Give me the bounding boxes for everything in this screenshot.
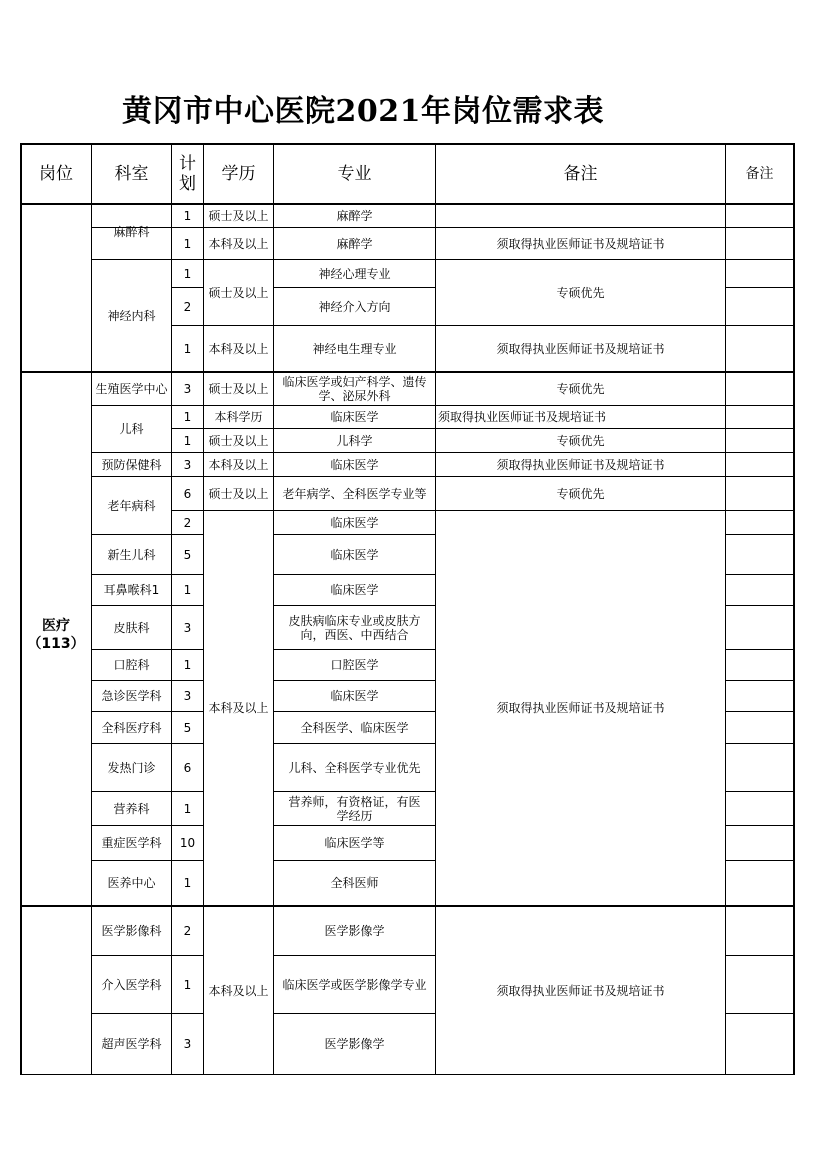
dept-cell: 儿科 <box>119 422 144 436</box>
plan-cell: 1 <box>183 341 192 356</box>
plan-cell: 1 <box>183 410 192 424</box>
major-cell: 神经电生理专业 <box>312 341 397 356</box>
plan-cell: 3 <box>183 1037 192 1051</box>
plan-cell: 3 <box>183 457 192 472</box>
dept-cell: 急诊医学科 <box>101 689 162 703</box>
major-cell: 全科医师 <box>330 876 379 890</box>
major-cell: 神经介入方向 <box>318 299 391 314</box>
dept-cell: 神经内科 <box>107 308 156 323</box>
major-cell: 医学影像学 <box>324 1037 385 1051</box>
education-cell: 本科学历 <box>214 410 263 424</box>
remark-cell: 须取得执业医师证书及规培证书 <box>438 410 607 424</box>
major-cell: 临床医学 <box>330 689 379 703</box>
row-line <box>725 825 794 826</box>
major-cell: 临床医学或妇产科学、遗传学、泌尿外科 <box>282 375 427 403</box>
plan-cell: 2 <box>183 299 192 314</box>
row-line <box>725 680 794 681</box>
major-cell: 儿科、全科医学专业优先 <box>288 760 421 775</box>
dept-cell: 新生儿科 <box>107 547 156 562</box>
major-cell: 临床医学 <box>330 457 379 472</box>
header-plan: 计 划 <box>179 154 196 194</box>
remark-cell: 须取得执业医师证书及规培证书 <box>496 341 665 356</box>
major-cell: 全科医学、临床医学 <box>300 720 409 735</box>
header-dept: 科室 <box>114 164 149 184</box>
plan-cell: 1 <box>183 266 192 281</box>
plan-cell: 1 <box>183 208 192 223</box>
header-remark-2: 备注 <box>745 166 774 182</box>
plan-cell: 1 <box>183 977 192 992</box>
education-cell: 硕士及以上 <box>208 208 269 223</box>
major-cell: 老年病学、全科医学专业等 <box>282 486 427 501</box>
education-cell: 本科及以上 <box>208 701 269 715</box>
plan-cell: 3 <box>183 620 192 635</box>
dept-cell: 老年病科 <box>107 498 156 513</box>
dept-cell: 生殖医学中心 <box>95 382 168 396</box>
major-cell: 口腔医学 <box>330 658 379 672</box>
row-line <box>725 605 794 606</box>
row-line <box>725 287 794 288</box>
row-line <box>725 574 794 575</box>
dept-cell: 发热门诊 <box>107 760 156 775</box>
plan-cell: 6 <box>183 486 192 501</box>
major-cell: 麻醉学 <box>336 208 373 223</box>
major-cell: 营养师，有资格证，有医学经历 <box>288 794 421 823</box>
dept-cell: 重症医学科 <box>101 836 162 850</box>
education-cell: 本科及以上 <box>208 983 269 998</box>
row-line <box>725 955 794 956</box>
remark-cell: 专硕优先 <box>556 285 605 300</box>
row-line <box>725 860 794 861</box>
plan-cell: 5 <box>183 547 192 562</box>
dept-cell: 皮肤科 <box>113 620 150 635</box>
row-line <box>725 1013 794 1014</box>
plan-cell: 3 <box>183 382 192 396</box>
col-line <box>725 143 726 1075</box>
remark-cell: 须取得执业医师证书及规培证书 <box>496 701 665 715</box>
education-cell: 硕士及以上 <box>208 382 269 396</box>
dept-cell: 口腔科 <box>113 658 150 672</box>
dept-cell: 介入医学科 <box>101 977 162 992</box>
header-major: 专业 <box>337 164 372 184</box>
major-cell: 临床医学或医学影像学专业 <box>282 977 427 992</box>
education-cell: 硕士及以上 <box>208 433 269 448</box>
major-cell: 临床医学 <box>330 547 379 562</box>
plan-cell: 1 <box>183 801 192 816</box>
group-name: 医疗 <box>42 618 70 634</box>
remark-cell: 须取得执业医师证书及规培证书 <box>496 236 665 251</box>
row-line <box>725 791 794 792</box>
education-cell: 本科及以上 <box>208 236 269 251</box>
plan-cell: 3 <box>183 689 192 703</box>
education-cell: 本科及以上 <box>208 341 269 356</box>
page-title: 黄冈市中心医院2021年岗位需求表 <box>122 94 604 129</box>
table-cut-border <box>20 1074 794 1075</box>
group-count: （113） <box>27 636 85 652</box>
dept-cell: 超声医学科 <box>101 1037 162 1051</box>
header-education: 学历 <box>221 164 256 184</box>
major-cell: 临床医学 <box>330 583 379 597</box>
remark-cell: 专硕优先 <box>556 433 605 448</box>
plan-cell: 2 <box>183 924 192 938</box>
education-cell: 本科及以上 <box>208 457 269 472</box>
major-cell: 皮肤病临床专业或皮肤方向，西医、中西结合 <box>288 613 421 642</box>
row-line <box>725 649 794 650</box>
remark-cell: 须取得执业医师证书及规培证书 <box>496 457 665 472</box>
major-cell: 神经心理专业 <box>318 266 391 281</box>
major-cell: 麻醉学 <box>336 236 373 251</box>
dept-cell: 全科医疗科 <box>101 720 162 735</box>
header-remark: 备注 <box>563 164 598 184</box>
dept-cell: 医养中心 <box>107 876 156 890</box>
plan-cell: 1 <box>183 876 192 890</box>
plan-cell: 6 <box>183 760 192 775</box>
plan-cell: 1 <box>183 236 192 251</box>
major-cell: 儿科学 <box>336 433 373 448</box>
plan-cell: 1 <box>183 658 192 672</box>
dept-cell: 耳鼻喉科1 <box>103 583 160 597</box>
remark-cell: 专硕优先 <box>556 382 605 396</box>
education-cell: 硕士及以上 <box>208 285 269 300</box>
col-line <box>20 143 22 1075</box>
major-cell: 医学影像学 <box>324 924 385 938</box>
col-line <box>793 143 795 1075</box>
row-line <box>725 743 794 744</box>
plan-cell: 10 <box>179 836 196 850</box>
major-cell: 临床医学等 <box>324 836 385 850</box>
plan-cell: 2 <box>183 515 192 530</box>
plan-cell: 1 <box>183 433 192 448</box>
group-label <box>21 610 91 660</box>
major-cell: 临床医学 <box>330 410 379 424</box>
dept-cell: 营养科 <box>113 801 150 816</box>
plan-cell: 1 <box>183 583 192 597</box>
education-cell: 硕士及以上 <box>208 486 269 501</box>
dept-cell: 麻醉科 <box>113 224 150 239</box>
remark-cell: 须取得执业医师证书及规培证书 <box>496 983 665 998</box>
dept-cell: 预防保健科 <box>101 457 162 472</box>
major-cell: 临床医学 <box>330 515 379 530</box>
remark-cell: 专硕优先 <box>556 486 605 501</box>
row-line <box>725 534 794 535</box>
header-post: 岗位 <box>39 164 73 184</box>
plan-cell: 5 <box>183 720 192 735</box>
row-line <box>725 711 794 712</box>
dept-cell: 医学影像科 <box>101 924 162 938</box>
